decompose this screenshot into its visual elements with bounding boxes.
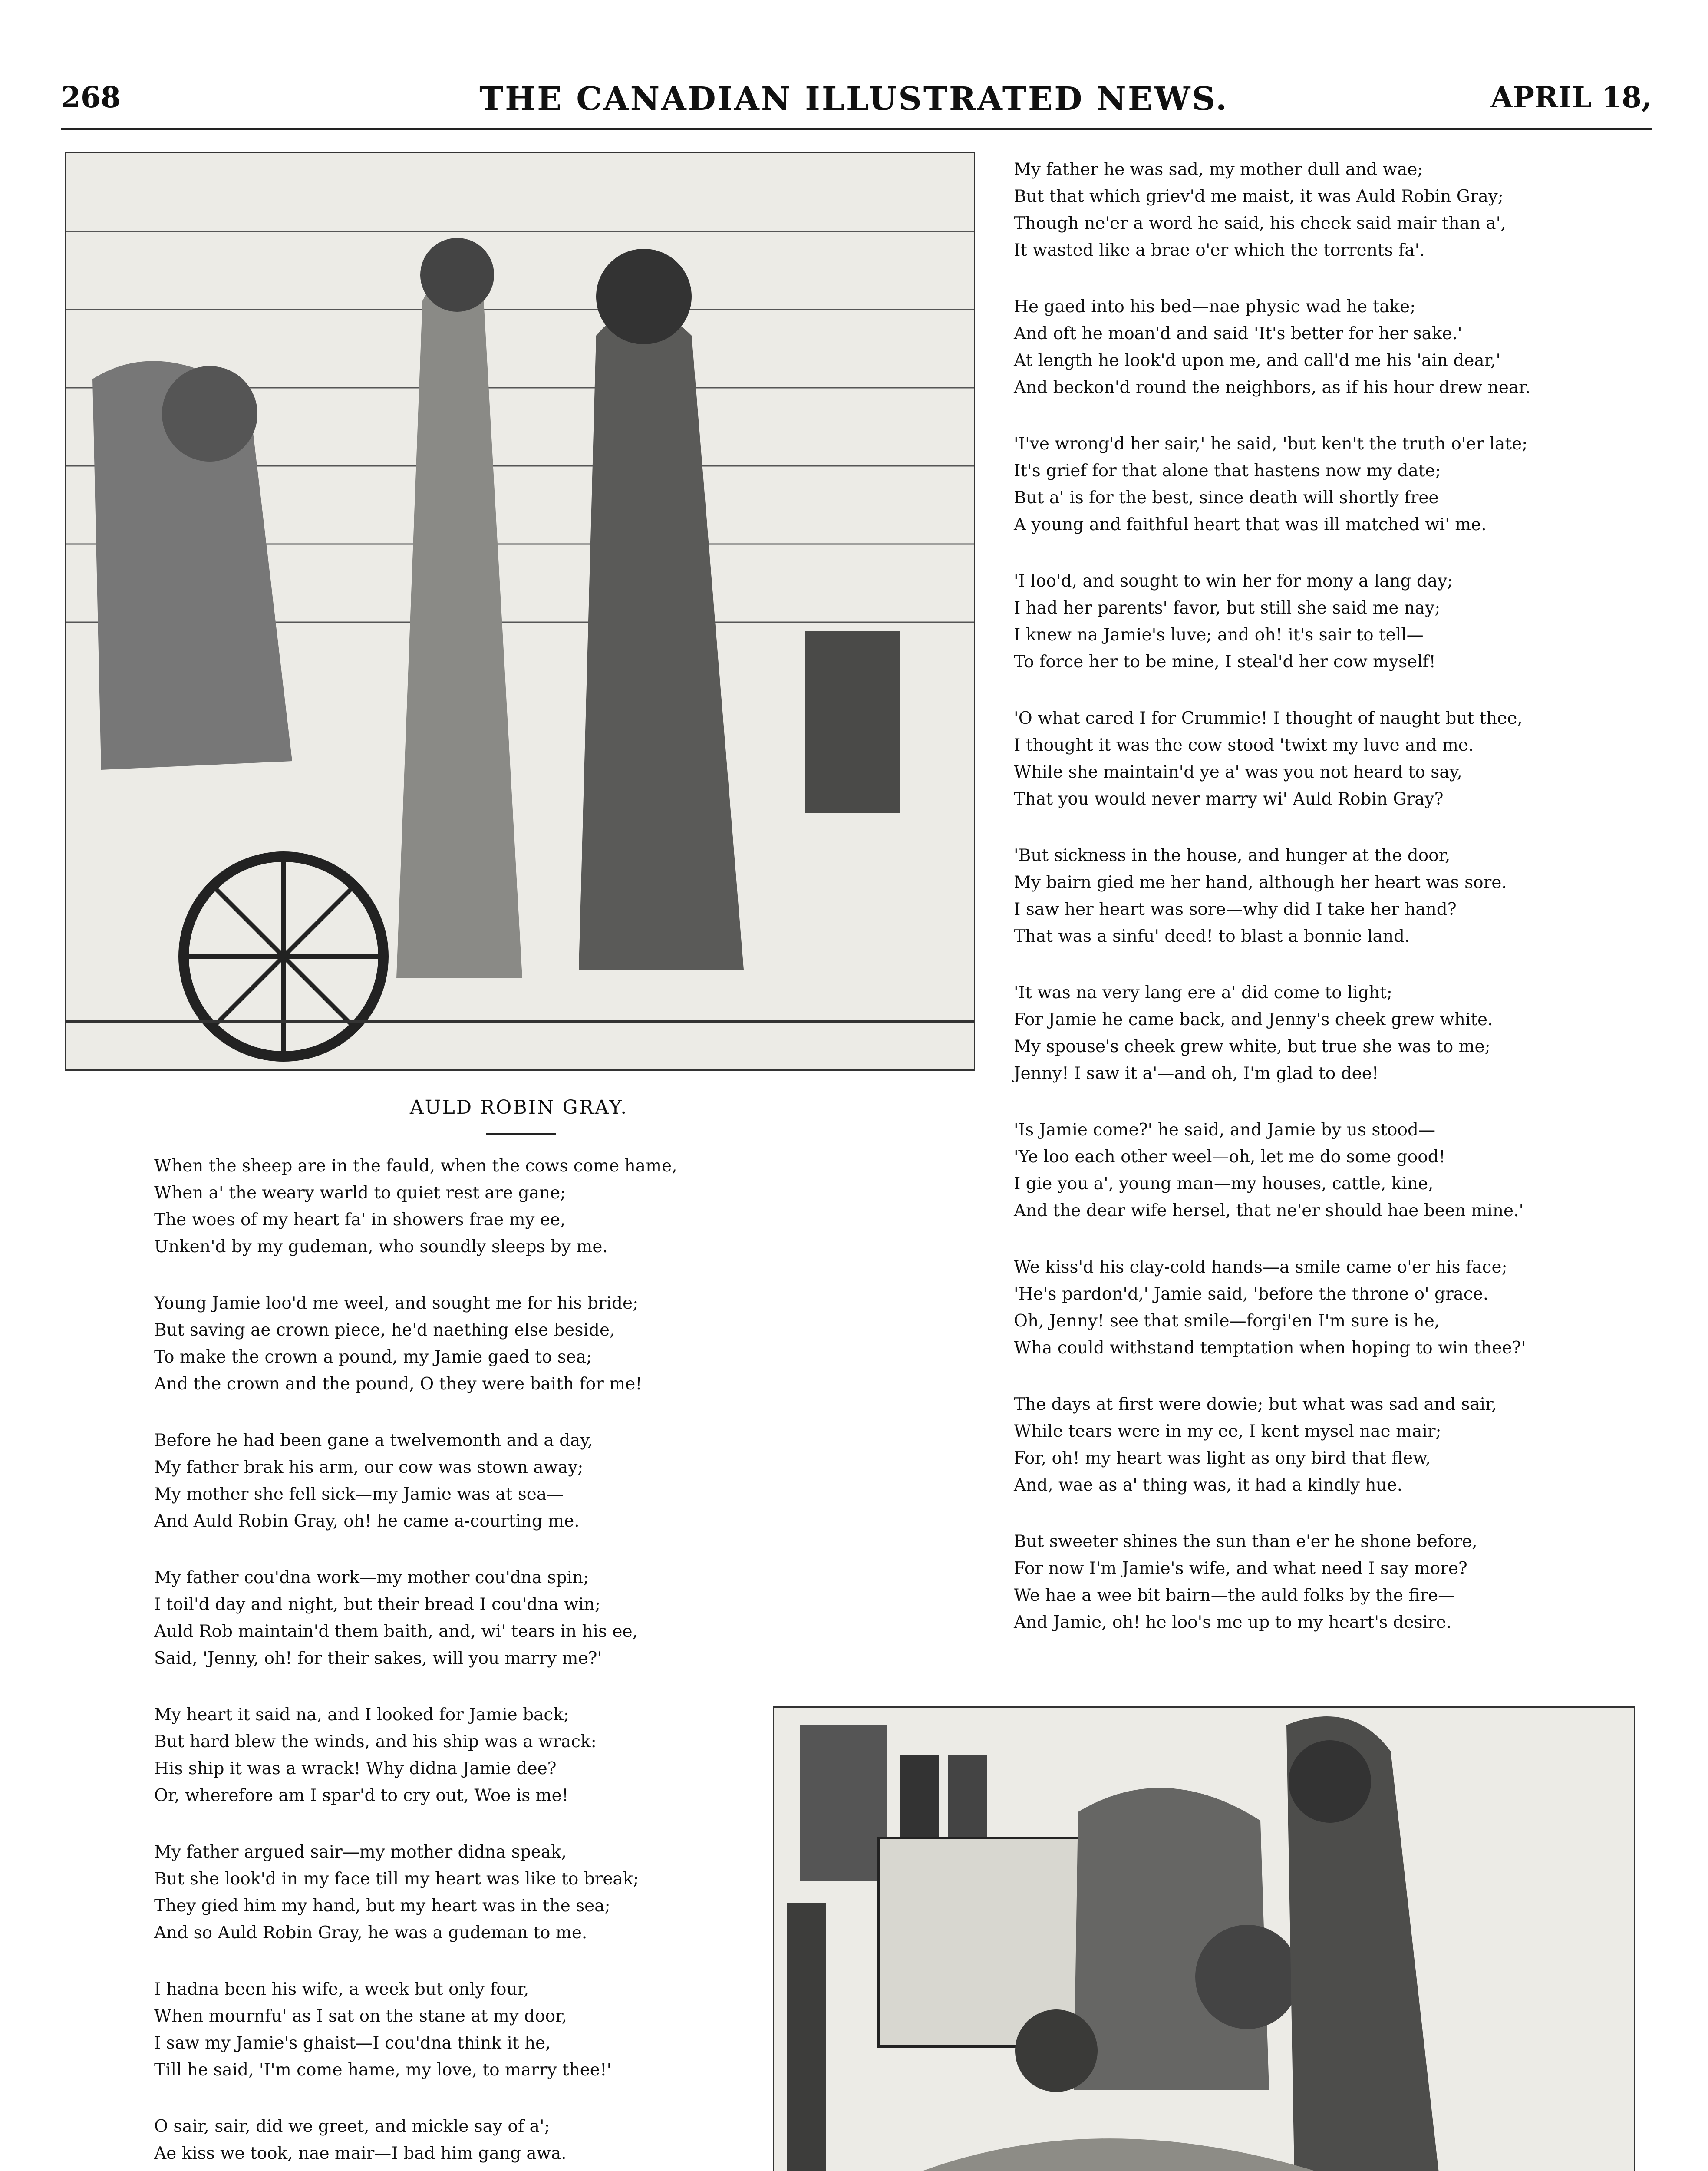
page-header <box>0 80 1708 132</box>
poem-line: And Auld Robin Gray, oh! he came a-courting me. <box>154 1511 580 1531</box>
poem-line: When mournfu' as I sat on the stane at my door, <box>154 2006 567 2026</box>
engraving-deathbed-scene-image <box>773 1706 1635 2171</box>
engraving-bedside-scene-image <box>65 152 975 1071</box>
poem-line: It wasted like a brae o'er which the torrents fa'. <box>1014 241 1425 260</box>
poem-line: The woes of my heart fa' in showers frae my ee, <box>154 1210 566 1230</box>
stanza <box>1014 1391 1691 1499</box>
header-rule <box>61 128 1652 130</box>
poem-line: Unken'd by my gudeman, who soundly sleeps by me. <box>154 1237 608 1257</box>
poem-line: And Jamie, oh! he loo's me up to my heart's desire. <box>1014 1613 1452 1632</box>
poem-line: And oft he moan'd and said 'It's better for her sake.' <box>1014 324 1462 343</box>
poem-line: But sweeter shines the sun than e'er he shone before, <box>1014 1532 1477 1551</box>
poem-line: It's grief for that alone that hastens now my date; <box>1014 461 1441 481</box>
poem-line: 'I loo'd, and sought to win her for mony a lang day; <box>1014 571 1453 591</box>
poem-line: I hadna been his wife, a week but only four, <box>154 1980 529 1999</box>
poem-line: A young and faithful heart that was ill matched wi' me. <box>1014 515 1487 535</box>
poem-line: My father he was sad, my mother dull and wae; <box>1014 160 1423 179</box>
stanza <box>154 1564 957 1672</box>
poem-line: To make the crown a pound, my Jamie gaed to sea; <box>154 1347 592 1367</box>
poem-line: I gie you a', young man—my houses, cattle, kine, <box>1014 1174 1434 1194</box>
poem-line: Auld Rob maintain'd them baith, and, wi' tears in his ee, <box>154 1622 638 1641</box>
poem-line: The days at first were dowie; but what was sad and sair, <box>1014 1395 1497 1414</box>
poem-line: I knew na Jamie's luve; and oh! it's sair to tell— <box>1014 625 1424 645</box>
poem-line: But a' is for the best, since death will shortly free <box>1014 488 1439 508</box>
poem-line: And beckon'd round the neighbors, as if his hour drew near. <box>1014 378 1530 397</box>
poem-line: My father argued sair—my mother didna speak, <box>154 1842 567 1862</box>
poem-line: We kiss'd his clay-cold hands—a smile came o'er his face; <box>1014 1257 1507 1277</box>
stanza <box>154 1153 957 1260</box>
stanza <box>1014 842 1691 950</box>
stanza <box>154 1290 957 1398</box>
poem-line: I saw her heart was sore—why did I take her hand? <box>1014 900 1457 919</box>
poem-line: But that which griev'd me maist, it was Auld Robin Gray; <box>1014 187 1504 206</box>
poem-line: Though ne'er a word he said, his cheek said mair than a', <box>1014 214 1506 233</box>
stanza <box>1014 1528 1691 1636</box>
poem-line: Ae kiss we took, nae mair—I bad him gang awa. <box>154 2144 567 2163</box>
poem-line: Young Jamie loo'd me weel, and sought me for his bride; <box>154 1293 639 1313</box>
engraving-bedside-scene-icon <box>66 153 974 1069</box>
poem-line: I thought it was the cow stood 'twixt my luve and me. <box>1014 736 1474 755</box>
poem-line: And the crown and the pound, O they were baith for me! <box>154 1374 643 1394</box>
poem-line: 'O what cared I for Crummie! I thought of naught but thee, <box>1014 709 1523 728</box>
poem-line: My bairn gied me her hand, although her heart was sore. <box>1014 873 1507 892</box>
poem-line: 'It was na very lang ere a' did come to light; <box>1014 983 1392 1003</box>
poem-line: I toil'd day and night, but their bread I cou'dna win; <box>154 1595 601 1614</box>
poem-line: And so Auld Robin Gray, he was a gudeman to me. <box>154 1923 587 1943</box>
poem-line: O sair, sair, did we greet, and mickle say of a'; <box>154 2117 550 2136</box>
poem-line: They gied him my hand, but my heart was in the sea; <box>154 1896 610 1916</box>
poem-line: Or, wherefore am I spar'd to cry out, Woe is me! <box>154 1786 569 1805</box>
poem-line: When the sheep are in the fauld, when the cows come hame, <box>154 1156 677 1176</box>
poem-line: For Jamie he came back, and Jenny's cheek grew white. <box>1014 1010 1493 1029</box>
poem-line: And the dear wife hersel, that ne'er should hae been mine.' <box>1014 1201 1524 1221</box>
poem-line: He gaed into his bed—nae physic wad he take; <box>1014 297 1416 317</box>
poem-line: At length he look'd upon me, and call'd me his 'ain dear,' <box>1014 351 1501 370</box>
poem-line: My father cou'dna work—my mother cou'dna spin; <box>154 1568 589 1587</box>
poem-line: 'Is Jamie come?' he said, and Jamie by us stood— <box>1014 1120 1435 1140</box>
poem-line: Before he had been gane a twelvemonth and a day, <box>154 1431 593 1450</box>
engraving-deathbed-scene-icon <box>774 1708 1634 2171</box>
stanza <box>1014 431 1691 538</box>
poem-title: AULD ROBIN GRAY. <box>409 1096 628 1118</box>
poem-line: Wha could withstand temptation when hoping to win thee?' <box>1014 1338 1526 1358</box>
poem-line: I had her parents' favor, but still she said me nay; <box>1014 598 1441 618</box>
poem-line: While she maintain'd ye a' was you not heard to say, <box>1014 762 1462 782</box>
poem-line: While tears were in my ee, I kent mysel nae mair; <box>1014 1422 1441 1441</box>
poem-line: That was a sinfu' deed! to blast a bonnie land. <box>1014 927 1410 946</box>
poem-line: 'Ye loo each other weel—oh, let me do some good! <box>1014 1147 1446 1167</box>
poem-line: My heart it said na, and I looked for Jamie back; <box>154 1705 569 1725</box>
poem-line: But saving ae crown piece, he'd naething else beside, <box>154 1320 615 1340</box>
stanza <box>1014 294 1691 401</box>
stanza <box>1014 1254 1691 1362</box>
poem-line: To force her to be mine, I steal'd her cow myself! <box>1014 652 1436 672</box>
poem-line: 'He's pardon'd,' Jamie said, 'before the throne o' grace. <box>1014 1284 1489 1304</box>
poem-line: My mother she fell sick—my Jamie was at sea— <box>154 1485 564 1504</box>
poem-line: Oh, Jenny! see that smile—forgi'en I'm sure is he, <box>1014 1311 1440 1331</box>
poem-line: Said, 'Jenny, oh! for their sakes, will you marry me?' <box>154 1649 602 1668</box>
poem-line: I saw my Jamie's ghaist—I cou'dna think it he, <box>154 2033 551 2053</box>
poem-line: 'But sickness in the house, and hunger at the door, <box>1014 846 1451 865</box>
poem-line: That you would never marry wi' Auld Robin Gray? <box>1014 789 1444 809</box>
issue-date: APRIL 18, <box>1490 80 1652 114</box>
stanza <box>154 1427 957 1535</box>
poem-line: We hae a wee bit bairn—the auld folks by the fire— <box>1014 1586 1455 1605</box>
poem-line: For, oh! my heart was light as ony bird that flew, <box>1014 1448 1431 1468</box>
stanza <box>1014 568 1691 676</box>
stanza <box>1014 1117 1691 1224</box>
poem-line: For now I'm Jamie's wife, and what need I say more? <box>1014 1559 1467 1578</box>
poem-line: When a' the weary warld to quiet rest are gane; <box>154 1183 566 1203</box>
poem-line: And, wae as a' thing was, it had a kindly hue. <box>1014 1475 1403 1495</box>
stanza <box>1014 156 1691 264</box>
poem-line: My spouse's cheek grew white, but true she was to me; <box>1014 1037 1490 1056</box>
poem-line: My father brak his arm, our cow was stown away; <box>154 1458 584 1477</box>
poem-line: Jenny! I saw it a'—and oh, I'm glad to dee! <box>1014 1064 1379 1083</box>
masthead-title: THE CANADIAN ILLUSTRATED NEWS. <box>479 80 1229 118</box>
stanza <box>1014 980 1691 1087</box>
poem-line: His ship it was a wrack! Why didna Jamie dee? <box>154 1759 557 1778</box>
stanza <box>1014 705 1691 813</box>
poem-line: But hard blew the winds, and his ship was a wrack: <box>154 1732 597 1752</box>
poem-line: Till he said, 'I'm come hame, my love, to marry thee!' <box>154 2060 612 2080</box>
poem-line: 'I've wrong'd her sair,' he said, 'but ken't the truth o'er late; <box>1014 434 1528 454</box>
poem-right-column <box>1014 156 1691 1666</box>
poem-line: But she look'd in my face till my heart was like to break; <box>154 1869 639 1889</box>
title-rule <box>486 1133 556 1135</box>
page-number: 268 <box>61 80 121 114</box>
